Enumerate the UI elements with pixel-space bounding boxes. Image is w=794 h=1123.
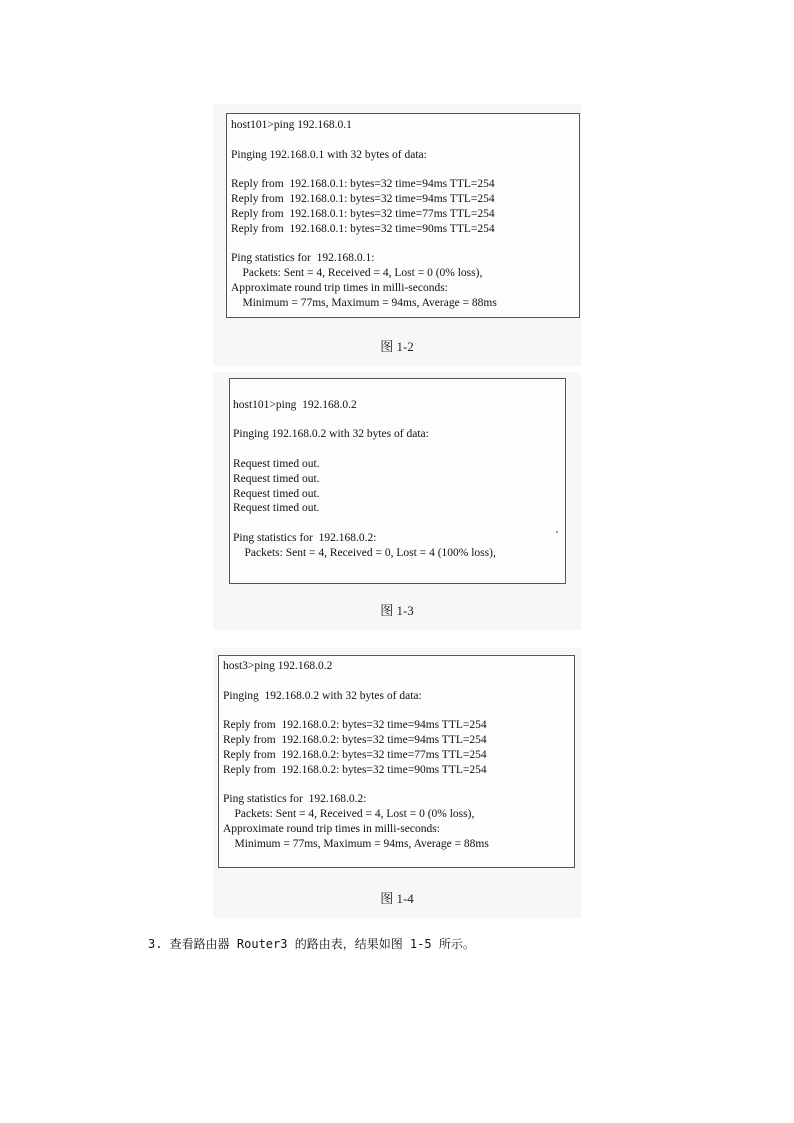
terminal-line	[223, 674, 574, 689]
terminal-line: Ping statistics for 192.168.0.2:	[233, 531, 377, 544]
terminal-line: Request timed out.	[233, 457, 320, 470]
terminal-line	[233, 516, 565, 531]
terminal-line	[231, 162, 579, 177]
terminal-line: Packets: Sent = 4, Received = 0, Lost = 4 (100% loss),	[233, 546, 496, 559]
terminal-line: Pinging 192.168.0.1 with 32 bytes of data:	[231, 148, 427, 161]
figure-1-2	[213, 104, 581, 366]
terminal-line: Request timed out.	[233, 472, 320, 485]
terminal-line	[223, 703, 574, 718]
figure-1-3	[213, 372, 581, 630]
terminal-line: Ping statistics for 192.168.0.2:	[223, 793, 367, 806]
terminal-line: host101>ping 192.168.0.2	[233, 398, 357, 411]
terminal-line: Reply from 192.168.0.1: bytes=32 time=94ms TTL=254	[231, 178, 495, 191]
terminal-line: Reply from 192.168.0.2: bytes=32 time=94ms TTL=254	[223, 719, 487, 732]
terminal-line: Minimum = 77ms, Maximum = 94ms, Average = 88ms	[231, 296, 497, 309]
terminal-line	[233, 383, 565, 398]
terminal-line: Ping statistics for 192.168.0.1:	[231, 252, 375, 265]
terminal-line	[233, 442, 565, 457]
terminal-line: Pinging 192.168.0.2 with 32 bytes of data:	[233, 428, 429, 441]
step-3-text: 3. 查看路由器 Router3 的路由表，结果如图 1-5 所示。	[148, 937, 475, 951]
terminal-line: Reply from 192.168.0.2: bytes=32 time=77ms TTL=254	[223, 748, 487, 761]
figure-caption: 图 1-4	[380, 891, 414, 906]
figure-caption: 图 1-3	[380, 603, 414, 618]
terminal-line: Reply from 192.168.0.2: bytes=32 time=90ms TTL=254	[223, 763, 487, 776]
scan-speck	[556, 531, 558, 533]
terminal-line: Reply from 192.168.0.2: bytes=32 time=94ms TTL=254	[223, 733, 487, 746]
terminal-line: Packets: Sent = 4, Received = 4, Lost = 0 (0% loss),	[231, 266, 483, 279]
figure-caption: 图 1-2	[380, 339, 414, 354]
terminal-output-1-2	[226, 113, 580, 318]
terminal-line: Approximate round trip times in milli-seconds:	[223, 822, 440, 835]
terminal-output-1-3	[229, 378, 566, 584]
terminal-line: Minimum = 77ms, Maximum = 94ms, Average = 88ms	[223, 837, 489, 850]
terminal-line	[231, 236, 579, 251]
terminal-line: host101>ping 192.168.0.1	[231, 119, 352, 131]
terminal-line	[231, 133, 579, 148]
figure-1-4	[213, 648, 581, 918]
terminal-line: Reply from 192.168.0.1: bytes=32 time=77ms TTL=254	[231, 207, 495, 220]
terminal-line: host3>ping 192.168.0.2	[223, 660, 333, 672]
terminal-output-1-4	[218, 655, 575, 868]
terminal-line: Pinging 192.168.0.2 with 32 bytes of data:	[223, 689, 422, 702]
terminal-line: Reply from 192.168.0.1: bytes=32 time=94ms TTL=254	[231, 192, 495, 205]
terminal-line: Request timed out.	[233, 502, 320, 515]
terminal-line	[233, 413, 565, 428]
terminal-line: Request timed out.	[233, 487, 320, 500]
terminal-line	[223, 777, 574, 792]
terminal-line: Approximate round trip times in milli-seconds:	[231, 281, 448, 294]
terminal-line: Reply from 192.168.0.1: bytes=32 time=90ms TTL=254	[231, 222, 495, 235]
terminal-line: Packets: Sent = 4, Received = 4, Lost = 0 (0% loss),	[223, 807, 475, 820]
